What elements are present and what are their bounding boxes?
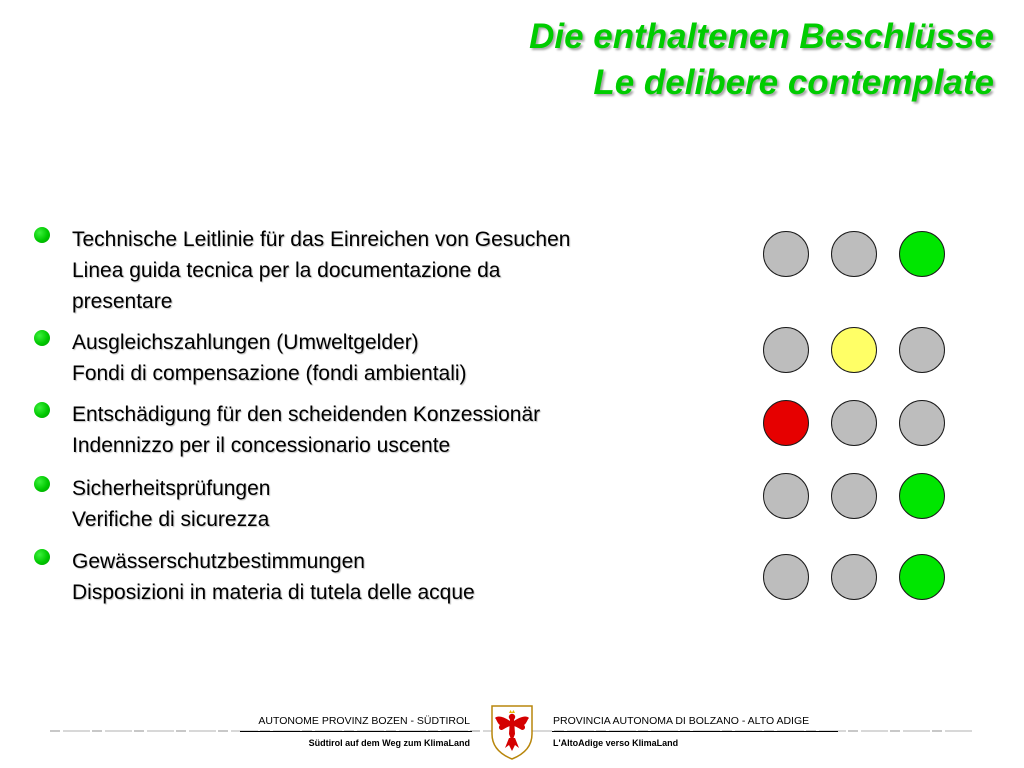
list-item-text [72, 473, 270, 535]
status-light-green [899, 554, 945, 600]
status-light-grey [831, 473, 877, 519]
list-item-line: Indennizzo per il concessionario uscente [72, 434, 451, 457]
status-light-grey [763, 473, 809, 519]
list-item-line: Technische Leitlinie für das Einreichen von Gesuchen [72, 228, 571, 251]
status-light-green [899, 473, 945, 519]
status-light-yellow [831, 327, 877, 373]
slide-title-german: Die enthaltenen Beschlüsse [529, 17, 994, 56]
list-item-text [72, 327, 467, 389]
footer-subtitle-italian: L'AltoAdige verso KlimaLand [553, 738, 679, 748]
status-light-grey [831, 400, 877, 446]
status-light-grey [831, 554, 877, 600]
bullet-icon [34, 476, 50, 492]
status-light-grey [763, 554, 809, 600]
list-item-line: Entschädigung für den scheidenden Konzessionär [72, 403, 541, 426]
status-light-grey [763, 327, 809, 373]
status-light-green [899, 231, 945, 277]
status-light-grey [899, 327, 945, 373]
eagle-crest-icon [489, 704, 535, 760]
list-item-line: Linea guida tecnica per la documentazione da [72, 259, 501, 282]
slide-title-italian: Le delibere contemplate [593, 63, 994, 102]
list-item-line: Disposizioni in materia di tutela delle acque [72, 581, 475, 604]
list-item-line: Verifiche di sicurezza [72, 508, 270, 531]
slide-title [529, 14, 994, 106]
status-light-red [763, 400, 809, 446]
bullet-icon [34, 330, 50, 346]
list-item-line: Fondi di compensazione (fondi ambientali) [72, 362, 467, 385]
footer-title-german: AUTONOME PROVINZ BOZEN - SÜDTIROL [258, 715, 470, 727]
list-item-line: Ausgleichszahlungen (Umweltgelder) [72, 331, 419, 354]
bullet-icon [34, 227, 50, 243]
list-item-text [72, 399, 540, 461]
list-item-line: Gewässerschutzbestimmungen [72, 550, 365, 573]
status-light-grey [763, 231, 809, 277]
footer-rule-left [240, 731, 472, 732]
footer-subtitle-german: Südtirol auf dem Weg zum KlimaLand [308, 738, 470, 748]
list-item-line: Sicherheitsprüfungen [72, 477, 271, 500]
list-item-text [72, 224, 570, 317]
bullet-icon [34, 549, 50, 565]
footer-title-italian: PROVINCIA AUTONOMA DI BOLZANO - ALTO ADIGE [553, 715, 810, 727]
list-item-text [72, 546, 475, 608]
status-light-grey [831, 231, 877, 277]
list-item-line: presentare [72, 290, 173, 313]
status-light-grey [899, 400, 945, 446]
bullet-icon [34, 402, 50, 418]
footer-rule-right [552, 731, 838, 732]
